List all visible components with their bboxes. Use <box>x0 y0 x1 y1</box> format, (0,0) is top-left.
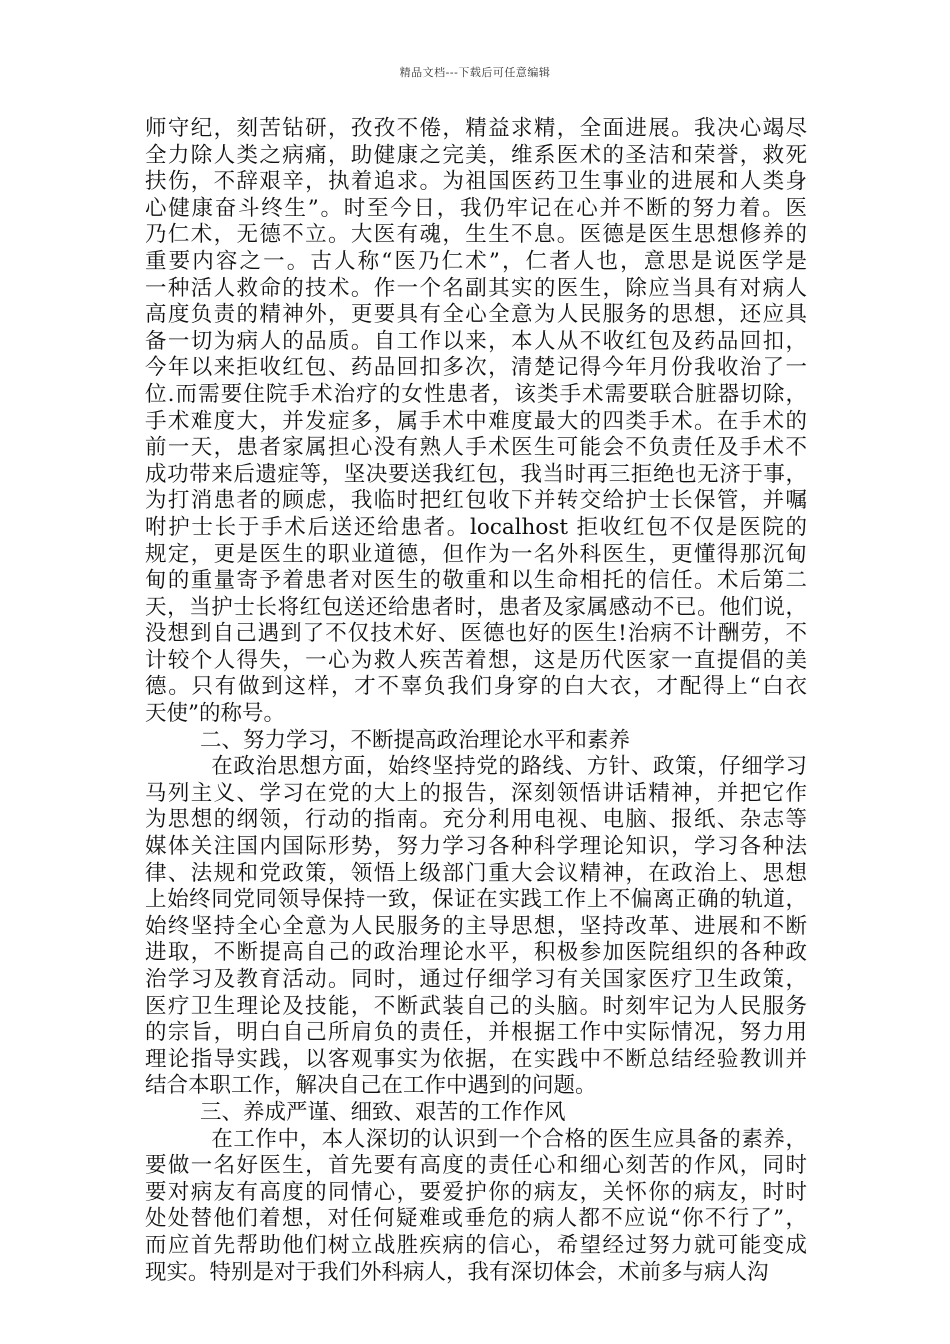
text-line: 马列主义、学习在党的大上的报告，深刻领悟讲话精神，并把它作 <box>145 780 807 806</box>
text-line: 计较个人得失，一心为救人疾苦着想，这是历代医家一直提倡的美 <box>145 647 807 673</box>
heading-line: 二、努力学习，不断提高政治理论水平和素养 <box>200 727 631 753</box>
text-line: 而应首先帮助他们树立战胜疾病的信心，希望经过努力就可能变成 <box>145 1232 807 1258</box>
text-line: 位.而需要住院手术治疗的女性患者，该类手术需要联合脏器切除， <box>145 381 807 407</box>
text-line: 结合本职工作，解决自己在工作中遇到的问题。 <box>145 1073 597 1099</box>
text-line: 甸的重量寄予着患者对医生的敬重和以生命相托的信任。术后第二 <box>145 568 807 594</box>
text-line: 师守纪，刻苦钻研，孜孜不倦，精益求精，全面进展。我决心竭尽 <box>145 116 807 141</box>
text-line: 一种活人救命的技术。作一个名副其实的医生，除应当具有对病人 <box>145 275 807 301</box>
text-line: 规定，更是医生的职业道德，但作为一名外科医生，更懂得那沉甸 <box>145 541 807 567</box>
text-line: 手术难度大，并发症多，属手术中难度最大的四类手术。在手术的 <box>145 408 807 434</box>
text-line: 为思想的纲领，行动的指南。充分利用电视、电脑、报纸、杂志等 <box>145 807 807 833</box>
text-line: 德。只有做到这样，才不辜负我们身穿的白大衣，才配得上“白衣 <box>145 674 807 700</box>
text-line: 理论指导实践，以客观事实为依据，在实践中不断总结经验教训并 <box>145 1046 807 1072</box>
text-line: 今年以来拒收红包、药品回扣多次，清楚记得今年月份我收治了一 <box>145 355 807 381</box>
text-line: 高度负责的精神外，更要具有全心全意为人民服务的思想，还应具 <box>145 302 807 328</box>
text-line: 现实。特别是对于我们外科病人，我有深切体会，术前多与病人沟 <box>145 1259 769 1285</box>
text-line: 始终坚持全心全意为人民服务的主导思想，坚持改革、进展和不断 <box>145 913 807 939</box>
text-line: 上始终同党同领导保持一致，保证在实践工作上不偏离正确的轨道， <box>145 887 807 913</box>
section-heading <box>145 1100 807 1127</box>
section-heading <box>145 728 807 755</box>
text-line: 医疗卫生理论及技能，不断武装自己的头脑。时刻牢记为人民服务 <box>145 993 807 1019</box>
text-line: 要对病友有高度的同情心，要爱护你的病友，关怀你的病友，时时 <box>145 1179 807 1205</box>
text-line: 没想到自己遇到了不仅技术好、医德也好的医生!治病不计酬劳，不 <box>145 621 807 647</box>
text-line: 媒体关注国内国际形势，努力学习各种科学理论知识，学习各种法 <box>145 834 807 860</box>
text-line: 成功带来后遗症等，坚决要送我红包，我当时再三拒绝也无济于事， <box>145 461 807 487</box>
paragraph <box>145 754 807 1100</box>
text-line: 咐护士长于手术后送还给患者。localhost 拒收红包不仅是医院的 <box>145 514 807 540</box>
text-line: 前一天，患者家属担心没有熟人手术医生可能会不负责任及手术不 <box>145 435 807 461</box>
text-line: 乃仁术，无德不立。大医有魂，生生不息。医德是医生思想修养的 <box>145 222 807 248</box>
text-line: 心健康奋斗终生”。时至今日，我仍牢记在心并不断的努力着。医 <box>145 195 807 221</box>
paragraph <box>145 1127 807 1287</box>
text-line: 天使”的称号。 <box>145 701 285 727</box>
text-line: 扶伤，不辞艰辛，执着追求。为祖国医药卫生事业的进展和人类身 <box>145 169 807 195</box>
text-line: 为打消患者的顾虑，我临时把红包收下并转交给护士长保管，并嘱 <box>145 488 807 514</box>
text-line: 律、法规和党政策，领悟上级部门重大会议精神，在政治上、思想 <box>145 860 807 886</box>
text-line: 治学习及教育活动。同时，通过仔细学习有关国家医疗卫生政策， <box>145 967 807 992</box>
text-line: 全力除人类之病痛，助健康之完美，维系医术的圣洁和荣誉，救死 <box>145 142 807 168</box>
text-line: 备一切为病人的品质。自工作以来，本人从不收红包及药品回扣， <box>145 328 807 354</box>
text-line: 在工作中，本人深切的认识到一个合格的医生应具备的素养， <box>145 1126 807 1152</box>
text-line: 处处替他们着想，对任何疑难或垂危的病人都不应说“你不行了”， <box>145 1206 807 1232</box>
text-line: 要做一名好医生，首先要有高度的责任心和细心刻苦的作风，同时 <box>145 1153 807 1179</box>
text-line: 重要内容之一。古人称“医乃仁术”，仁者人也，意思是说医学是 <box>145 248 807 274</box>
text-line: 进取，不断提高自己的政治理论水平，积极参加医院组织的各种政 <box>145 940 807 966</box>
text-line: 在政治思想方面，始终坚持党的路线、方针、政策，仔细学习 <box>145 754 807 780</box>
page-header: 精品文档---下载后可任意编辑 <box>399 66 551 79</box>
document-body <box>145 116 807 1286</box>
text-line: 的宗旨，明白自己所肩负的责任，并根据工作中实际情况，努力用 <box>145 1020 807 1046</box>
heading-line: 三、养成严谨、细致、艰苦的工作作风 <box>200 1099 566 1125</box>
paragraph <box>145 116 807 728</box>
text-line: 天，当护士长将红包送还给患者时，患者及家属感动不已。他们说， <box>145 594 807 620</box>
